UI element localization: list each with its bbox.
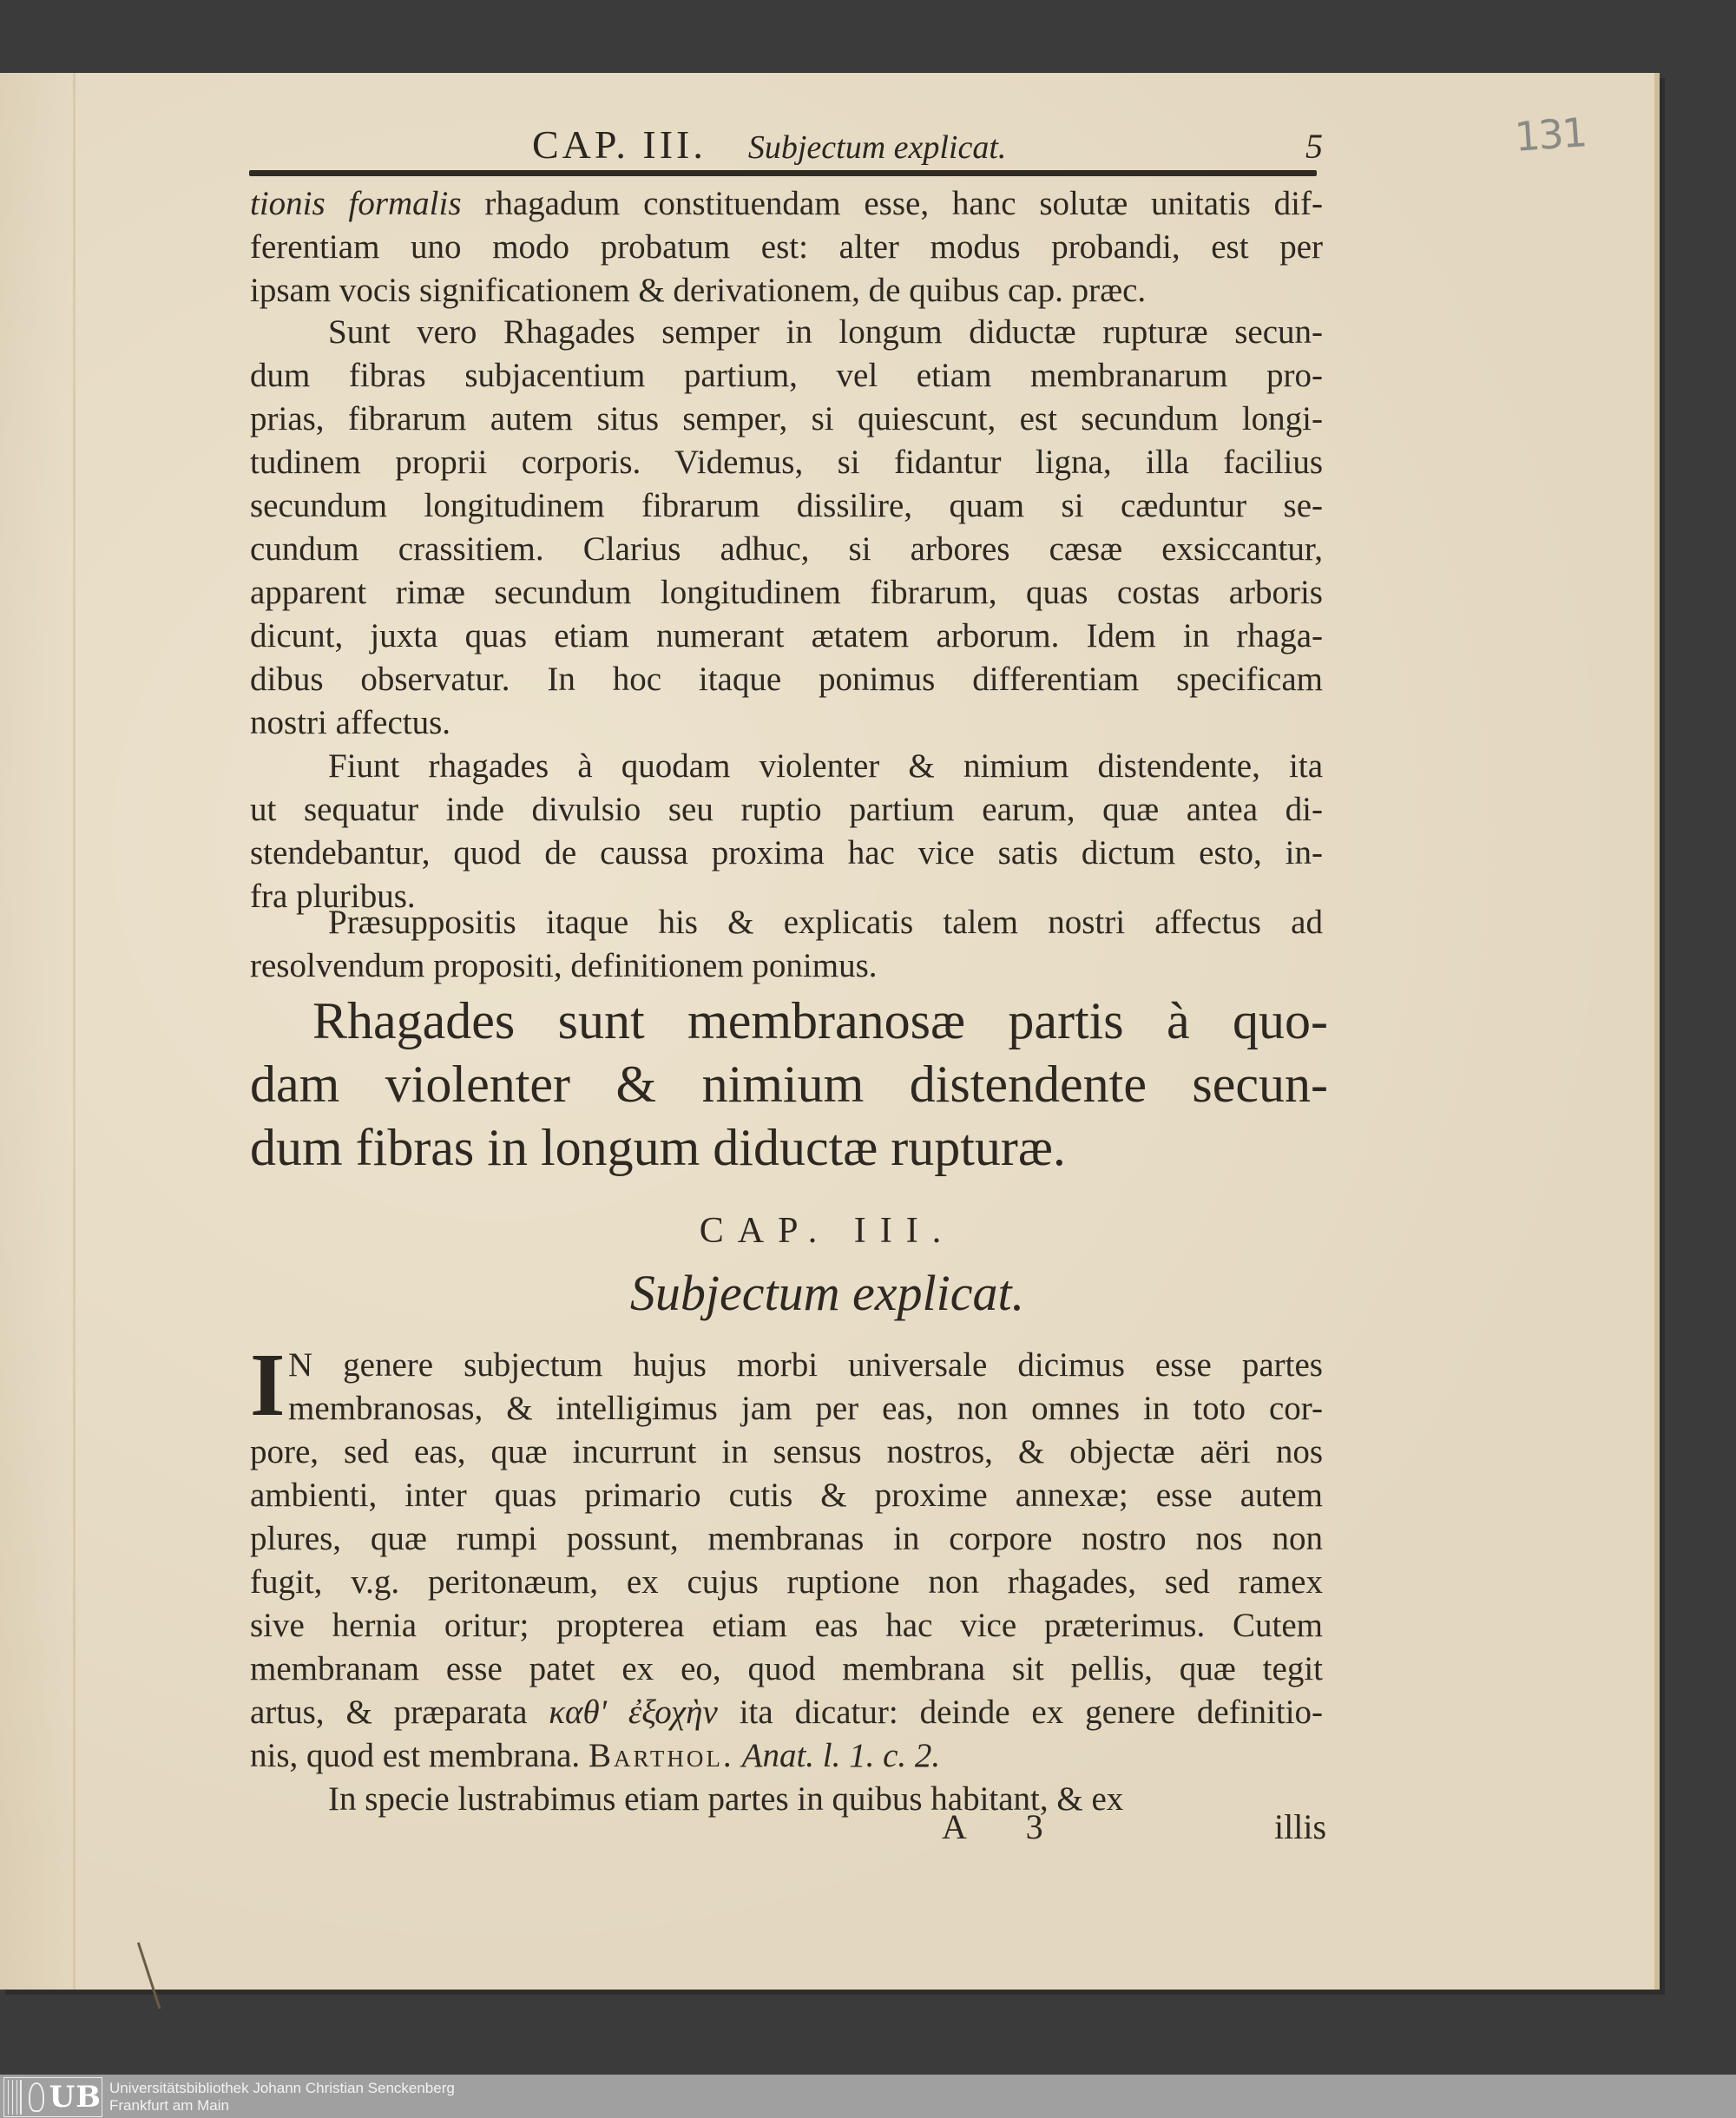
text-line: Sunt vero Rhagades semper in longum diductæ rupturæ secun-: [328, 313, 1323, 351]
definition-block: [250, 990, 1328, 1180]
greek-phrase: καθ' ἐξοχὴν: [549, 1694, 718, 1731]
text-line: dum fibras subjacentium partium, vel etiam membranarum pro-: [250, 357, 1323, 394]
text-line: tudinem proprii corporis. Videmus, si fidantur ligna, illa facilius: [250, 444, 1323, 481]
text-line: resolvendum propositi, definitionem ponimus.: [250, 947, 878, 984]
text-line: N genere subjectum hujus morbi universale dicimus esse partes: [288, 1346, 1323, 1384]
text-segment: nis, quod est membrana.: [250, 1737, 589, 1774]
signature-mark: A 3: [942, 1807, 1069, 1846]
citation-reference: Anat. l. 1. c. 2.: [733, 1737, 941, 1774]
ub-logo-text: UB: [49, 2080, 102, 2115]
definition-line: dam violenter & nimium distendente secun-: [250, 1056, 1328, 1113]
library-city-line: Frankfurt am Main: [109, 2097, 229, 2114]
portrait-icon: [29, 2082, 43, 2112]
text-line: fra pluribus.: [250, 878, 416, 915]
text-line: cundum crassitiem. Clarius adhuc, si arbores cæsæ exsiccantur,: [250, 530, 1323, 568]
text-line: dibus observatur. In hoc itaque ponimus differentiam specificam: [250, 661, 1323, 698]
head-rule: [249, 170, 1317, 176]
text-line: Fiunt rhagades à quodam violenter & nimium distendente, ita: [328, 747, 1323, 785]
author-citation: Barthol.: [588, 1737, 734, 1774]
text-line: stendebantur, quod de caussa proxima hac vice satis dictum esto, in-: [250, 834, 1323, 872]
drop-capital: I: [250, 1335, 286, 1435]
running-head-left: [532, 122, 1006, 168]
pencil-folio-number: 131: [1513, 109, 1588, 161]
library-name: [109, 2080, 455, 2115]
text-line: prias, fibrarum autem situs semper, si quiescunt, est secundum longi-: [250, 400, 1323, 437]
dropcap-lines: [288, 1344, 1323, 1431]
dropcap-row: [250, 1335, 1323, 1435]
text-line: plures, quæ rumpi possunt, membranas in corpore nostro nos non: [250, 1520, 1323, 1557]
chapter-heading: CAP. III.: [699, 1211, 956, 1251]
italic-phrase: tionis formalis: [250, 185, 462, 222]
text-segment: rhagadum constituendam esse, hanc solutæ unitatis dif-: [461, 185, 1323, 222]
text-line: apparent rimæ secundum longitudinem fibrarum, quas costas arboris: [250, 574, 1323, 611]
text-line: ipsam vocis significationem & derivationem, de quibus cap. præc.: [250, 272, 1147, 309]
running-head: [250, 122, 1323, 170]
definition-line: Rhagades sunt membranosæ partis à quo-: [312, 992, 1328, 1049]
text-line: ut sequatur inde divulsio seu ruptio partium earum, quæ antea di-: [250, 791, 1323, 828]
text-line: [250, 1734, 1323, 1778]
text-segment: ita dicatur: deinde ex genere definitio-: [717, 1694, 1324, 1731]
text-line: fugit, v.g. peritonæum, ex cujus ruptione non rhagades, sed ramex: [250, 1563, 1323, 1601]
books-icon: [8, 2080, 22, 2115]
definition-line: dum fibras in longum diductæ rupturæ.: [250, 1119, 1066, 1176]
text-line: dicunt, juxta quas etiam numerant ætatem arborum. Idem in rhaga-: [250, 617, 1323, 654]
text-line: Præsuppositis itaque his & explicatis talem nostri affectus ad: [328, 904, 1323, 941]
paragraph-4: [250, 901, 1323, 988]
running-head-title: Subjectum explicat.: [747, 129, 1007, 166]
page-number: 5: [1305, 127, 1323, 166]
paragraph-1: [250, 182, 1323, 312]
catchword: illis: [1274, 1807, 1327, 1846]
running-head-chapter: CAP. III.: [532, 122, 707, 167]
paragraph-2: [250, 311, 1323, 745]
text-segment: artus, & præparata: [250, 1694, 549, 1731]
text-line: nostri affectus.: [250, 704, 451, 741]
text-line: secundum longitudinem fibrarum dissilire, quam si cæduntur se-: [250, 487, 1323, 524]
text-line: membranam esse patet ex eo, quod membrana sit pellis, quæ tegit: [250, 1650, 1323, 1687]
chapter-paragraph: [250, 1335, 1324, 1821]
text-line: sive hernia oritur; propterea etiam eas hac vice præterimus. Cutem: [250, 1607, 1323, 1644]
text-line: [250, 182, 1323, 226]
page-fold-shadow: [73, 73, 76, 1990]
text-line: ferentiam uno modo probatum est: alter modus probandi, est per: [250, 228, 1323, 266]
text-line: ambienti, inter quas primario cutis & proxime annexæ; esse autem: [250, 1477, 1323, 1514]
paragraph-3: [250, 745, 1323, 918]
chapter-title: Subjectum explicat.: [629, 1265, 1025, 1321]
text-line: In specie lustrabimus etiam partes in quibus habitant, & ex: [328, 1780, 1124, 1818]
ub-logo: [3, 2077, 102, 2117]
library-name-line: Universitätsbibliothek Johann Christian Senckenberg: [109, 2080, 455, 2096]
text-line: membranosas, & intelligimus jam per eas, non omnes in toto cor-: [288, 1390, 1323, 1427]
text-line: pore, sed eas, quæ incurrunt in sensus nostros, & objectæ aëri nos: [250, 1433, 1323, 1470]
text-line: [250, 1691, 1323, 1734]
